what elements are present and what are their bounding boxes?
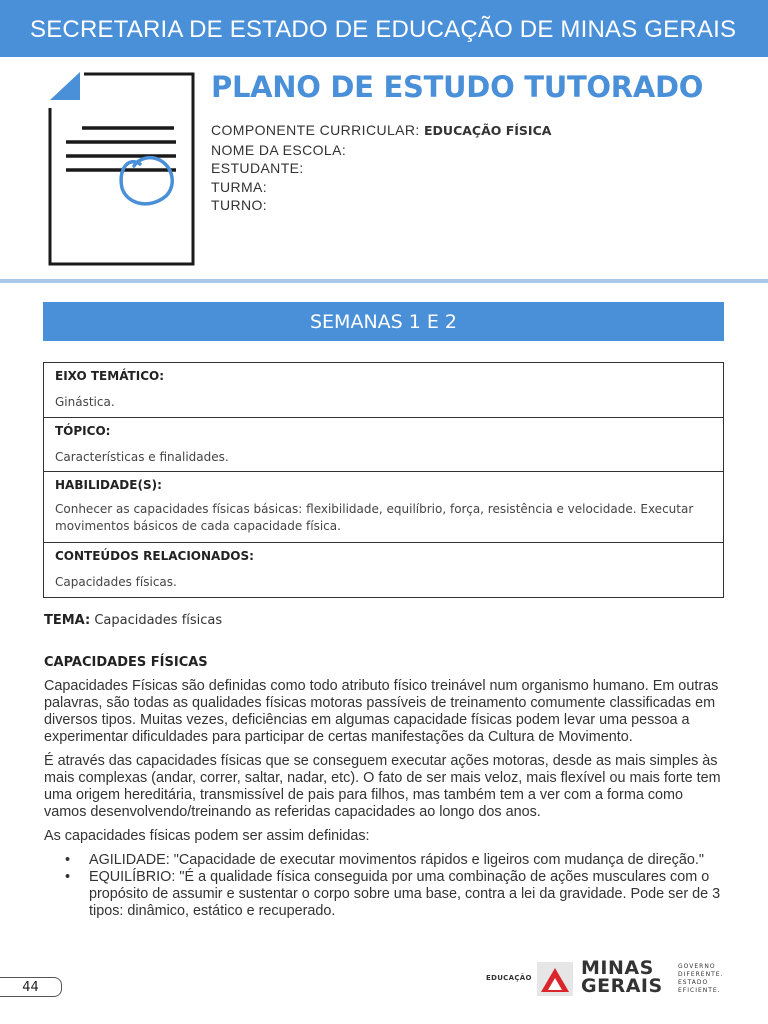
header-title: SECRETARIA DE ESTADO DE EDUCAÇÃO DE MINAS GERAIS	[30, 16, 737, 43]
paragraph: É através das capacidades físicas que se conseguem executar ações motoras, desde as mais simples às mais complexas (andar, correr, saltar, nadar, etc). O fato de ser mais veloz, mais flexível ou mais forte tem uma origem hereditária, transmissível de pais para filhos, mas também tem a ver com a forma como vamos desenvolvendo/treinando as referidas capacidades ao longo dos anos.	[44, 753, 721, 820]
education-label: EDUCAÇÃO	[486, 974, 532, 982]
theme-value: Capacidades físicas	[90, 613, 223, 628]
student-info	[211, 121, 551, 215]
capacities-list	[60, 852, 724, 920]
bullet-icon: •	[65, 869, 71, 885]
slogan-line: EFICIENTE.	[678, 987, 721, 994]
info-text: Ginástica.	[55, 395, 115, 409]
class-label: TURMA:	[211, 178, 268, 195]
minas-gerais-logo-icon	[537, 962, 573, 996]
info-label: TÓPICO:	[55, 424, 111, 438]
info-row-thematic-axis	[44, 363, 723, 417]
government-slogan	[678, 963, 723, 995]
info-table	[43, 362, 724, 598]
slogan-line: ESTADO	[678, 979, 709, 986]
list-item-text: AGILIDADE: "Capacidade de executar movimentos rápidos e ligeiros com mudança de direção."	[89, 852, 704, 868]
list-item-text: EQUILÍBRIO: "É a qualidade física conseguida por uma combinação de ações musculares com o propósito de assumir e sustentar o corpo sobre uma base, contra a lei da gravidade. Pode ser de 3 tipos: dinâmico, estático e recuperado.	[89, 869, 721, 919]
info-label: HABILIDADE(S):	[55, 478, 162, 492]
component-line	[211, 121, 551, 141]
brand-line: GERAIS	[581, 975, 663, 997]
component-label: COMPONENTE CURRICULAR:	[211, 122, 424, 138]
info-row-related-content	[44, 542, 723, 597]
student-label: ESTUDANTE:	[211, 160, 304, 176]
section-title: CAPACIDADES FÍSICAS	[44, 655, 208, 670]
section-divider	[0, 279, 768, 283]
info-text: Características e finalidades.	[55, 450, 229, 464]
document-icon	[44, 70, 199, 270]
paragraph: As capacidades físicas podem ser assim definidas:	[44, 828, 370, 844]
header-bar	[0, 0, 768, 57]
brand-name	[581, 959, 663, 995]
school-label: NOME DA ESCOLA:	[211, 141, 347, 158]
paragraph: Capacidades Físicas são definidas como todo atributo físico treinável num organismo humano. Em outras palavras, são todas as qualidades físicas motoras passíveis de treinamento comumente classificadas em diversos tipos. Muitas vezes, deficiências em algumas capacidade físicas podem levar uma pessoa a experimentar dificuldades para participar de certas manifestações da Cultura de Movimento.	[44, 678, 719, 745]
page-number: 44	[0, 977, 62, 997]
bullet-icon: •	[65, 852, 71, 868]
info-text: Conhecer as capacidades físicas básicas: flexibilidade, equilíbrio, força, resistência e velocidade. Executar movimentos básicos de cada capacidade física.	[55, 502, 694, 533]
plan-title: PLANO DE ESTUDO TUTORADO	[211, 70, 704, 104]
weeks-banner: SEMANAS 1 E 2	[43, 302, 724, 341]
info-text: Capacidades físicas.	[55, 575, 177, 589]
theme-label: TEMA:	[44, 613, 91, 628]
shift-label: TURNO:	[211, 197, 268, 213]
info-row-skills	[44, 471, 723, 542]
component-value: EDUCAÇÃO FÍSICA	[424, 123, 552, 138]
list-item	[60, 852, 724, 869]
info-label: EIXO TEMÁTICO:	[55, 369, 165, 383]
slogan-line: DIFERENTE.	[678, 971, 724, 978]
theme-line	[44, 613, 222, 628]
slogan-line: GOVERNO	[678, 963, 716, 970]
info-row-topic	[44, 417, 723, 471]
brand-line: MINAS	[581, 957, 654, 979]
info-label: CONTEÚDOS RELACIONADOS:	[55, 549, 254, 563]
list-item	[60, 869, 724, 920]
